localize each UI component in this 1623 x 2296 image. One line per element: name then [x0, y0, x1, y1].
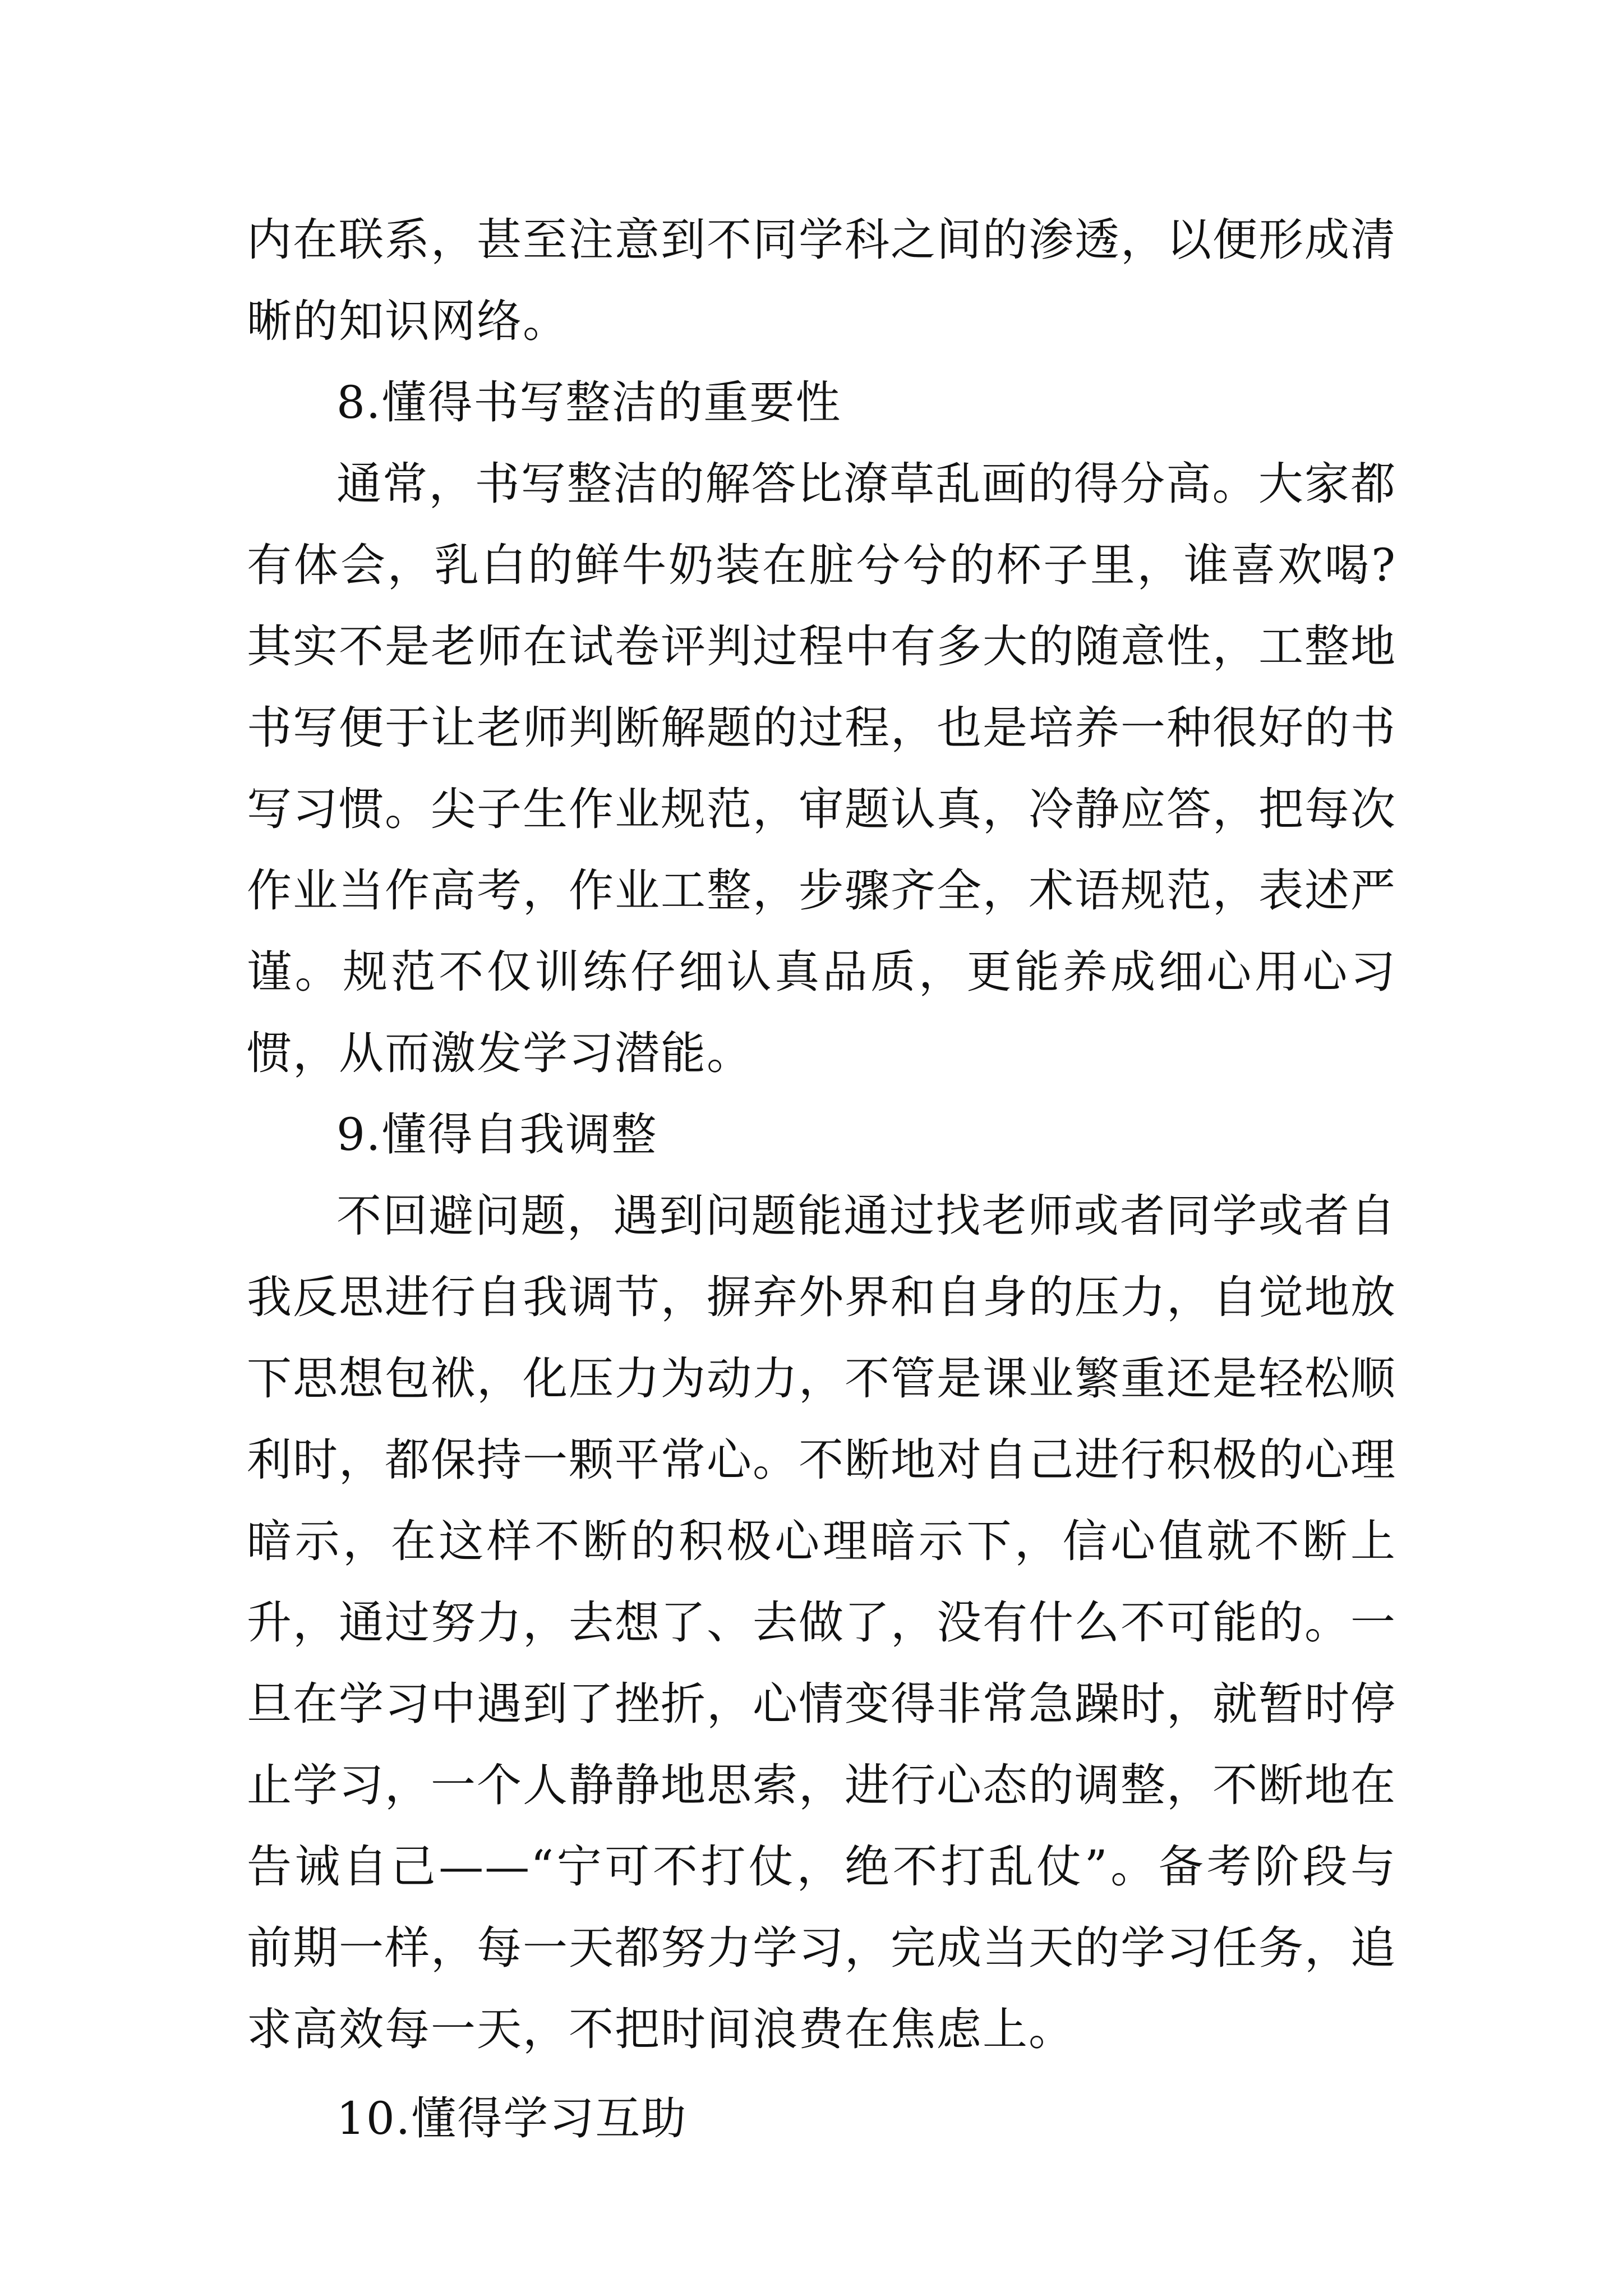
paragraph-continuation: 内在联系，甚至注意到不同学科之间的渗透，以便形成清晰的知识网络。: [247, 214, 1396, 347]
document-body: [247, 199, 1396, 2159]
paragraph-neat-writing: 通常，书写整洁的解答比潦草乱画的得分高。大家都有体会，乳白的鲜牛奶装在脏兮兮的杯子里，谁喜欢喝?其实不是老师在试卷评判过程中有多大的随意性，工整地书写便于让老师判断解题的过程，也是培养一种很好的书写习惯。尖子生作业规范，审题认真，冷静应答，把每次作业当作高考，作业工整，步骤齐全，术语规范，表述严谨。规范不仅训练仔细认真品质，更能养成细心用心习惯，从而激发学习潜能。: [247, 458, 1396, 1079]
section-heading-8: 8.懂得书写整洁的重要性: [336, 376, 842, 429]
section-heading-9: 9.懂得自我调整: [336, 1108, 658, 1161]
paragraph-self-adjustment: 不回避问题，遇到问题能通过找老师或者同学或者自我反思进行自我调节，摒弃外界和自身的压力，自觉地放下思想包袱，化压力为动力，不管是课业繁重还是轻松顺利时，都保持一颗平常心。不断地对自己进行积极的心理暗示，在这样不断的积极心理暗示下，信心值就不断上升，通过努力，去想了、去做了，没有什么不可能的。一旦在学习中遇到了挫折，心情变得非常急躁时，就暂时停止学习，一个人静静地思索，进行心态的调整，不断地在告诫自己——“宁可不打仗，绝不打乱仗”。备考阶段与前期一样，每一天都努力学习，完成当天的学习任务，追求高效每一天，不把时间浪费在焦虑上。: [247, 1190, 1396, 2055]
section-heading-10: 10.懂得学习互助: [336, 2092, 688, 2145]
